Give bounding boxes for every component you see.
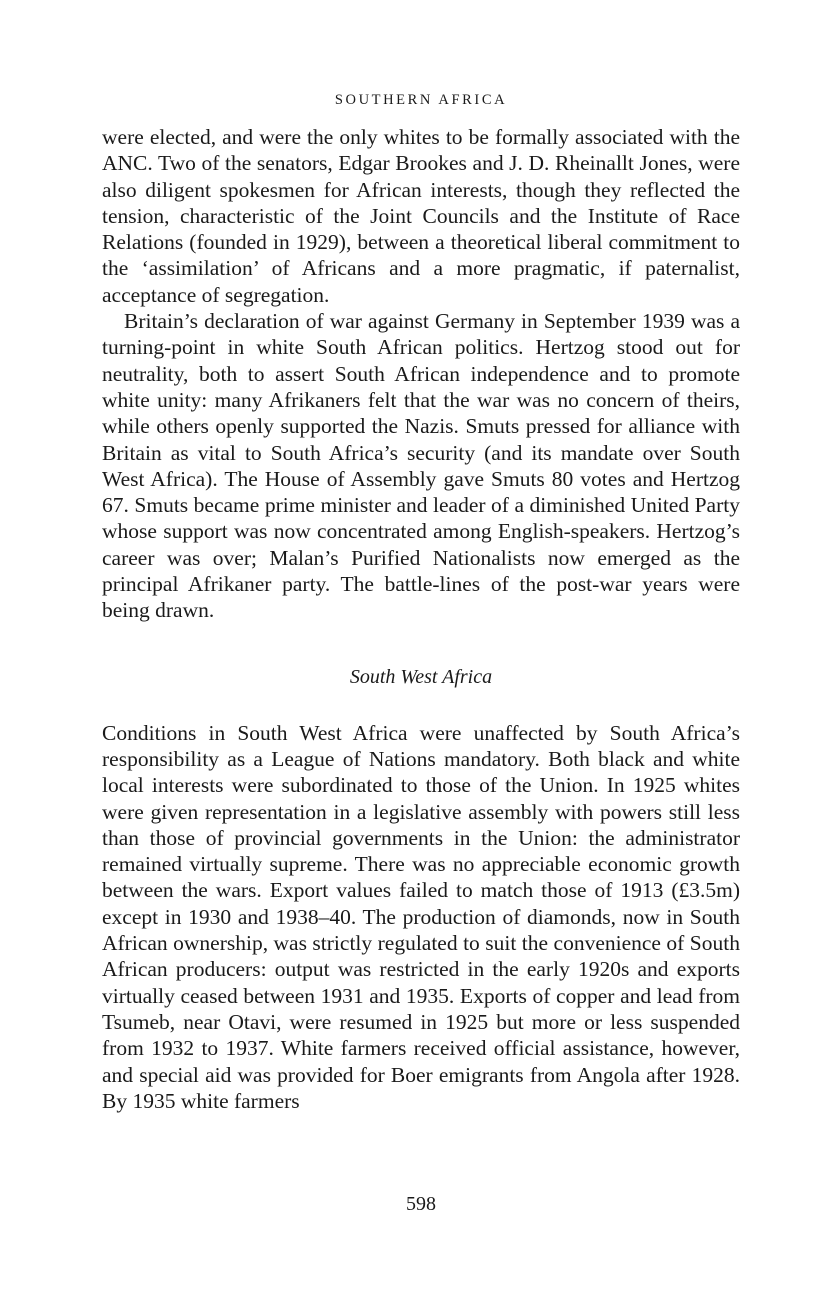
page-number: 598 [406, 1193, 436, 1215]
paragraph-south-west-africa: Conditions in South West Africa were unaffected by South Africa’s responsibility as a League of Nations mandatory. Both black and white local interests were subordinated to those of the Union. In 1925 whites were given representation in a legislative assembly with powers still less than those of provincial governments in the Union: the administrator remained virtually supreme. There was no appreciable economic growth between the wars. Export values failed to match those of 1913 (£3.5m) except in 1930 and 1938–40. The production of diamonds, now in South African ownership, was strictly regulated to suit the convenience of South African producers: output was restricted in the early 1920s and exports virtually ceased between 1931 and 1935. Exports of copper and lead from Tsumeb, near Otavi, were resumed in 1925 but more or less suspended from 1932 to 1937. White farmers received official assistance, however, and special aid was provided for Boer emigrants from Angola after 1928. By 1935 white farmers [102, 720, 740, 1113]
paragraph-war-declaration: Britain’s declaration of war against Germany in September 1939 was a turning-point in white South African politics. Hertzog stood out for neutrality, both to assert South African independence and to promote white unity: many Afrikaners felt that the war was no concern of theirs, while others openly supported the Nazis. Smuts pressed for alliance with Britain as vital to South Africa’s security (and its mandate over South West Africa). The House of Assembly gave Smuts 80 votes and Hertzog 67. Smuts became prime minister and leader of a diminished United Party whose support was now concentrated among English-speakers. Hertzog’s career was over; Malan’s Purified Nationalists now emerged as the principal Afrikaner party. The battle-lines of the post-war years were being drawn. [102, 309, 740, 623]
body-text [102, 124, 740, 1114]
running-head: SOUTHERN AFRICA [334, 92, 508, 108]
section-heading: South West Africa [349, 665, 493, 688]
paragraph-continued: were elected, and were the only whites to be formally associated with the ANC. Two of the senators, Edgar Brookes and J. D. Rheinallt Jones, were also diligent spokesmen for African interests, though they reflected the tension, characteristic of the Joint Councils and the Institute of Race Relations (founded in 1929), between a theoretical liberal commitment to the ‘assimilation’ of Africans and a more pragmatic, if paternalist, acceptance of segregation. [102, 125, 740, 307]
book-page [102, 0, 740, 1300]
